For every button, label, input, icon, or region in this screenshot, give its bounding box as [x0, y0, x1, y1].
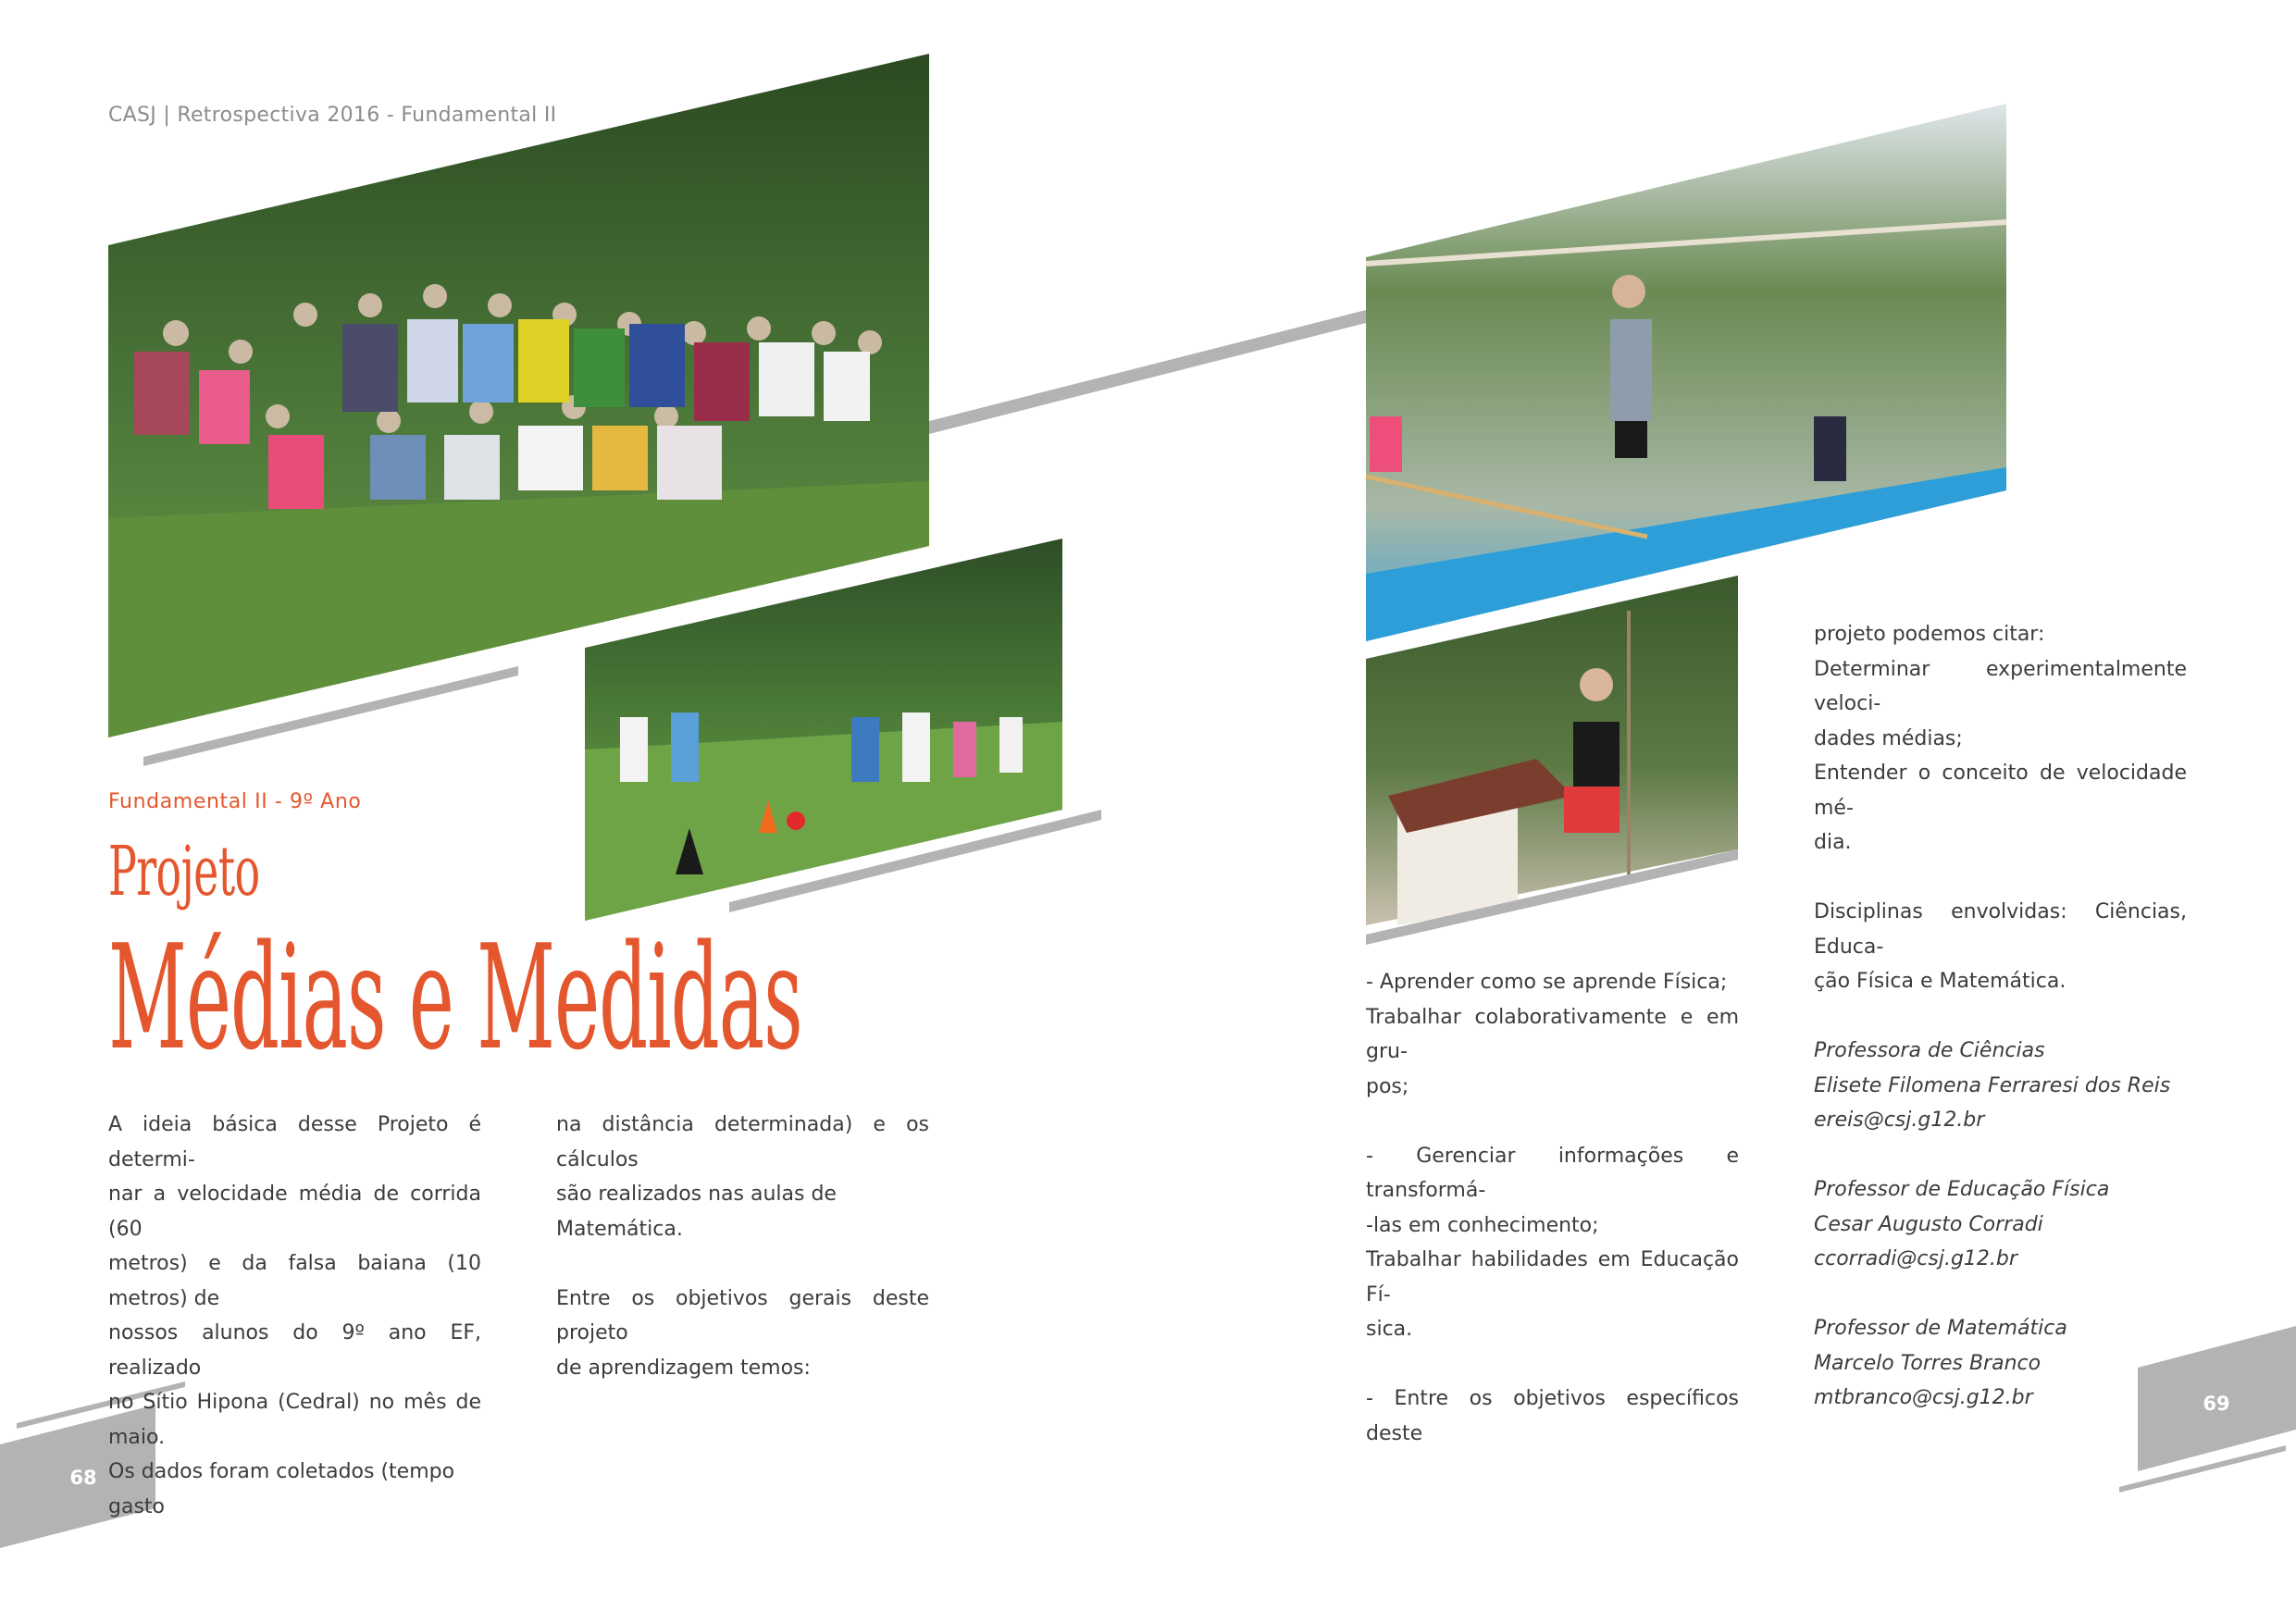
text-column-2	[556, 1108, 929, 1385]
text-line: Os dados foram coletados (tempo gasto	[108, 1460, 455, 1518]
text-line: A ideia básica desse Projeto é determi-	[108, 1113, 481, 1171]
title-line-1: Projeto	[108, 832, 260, 911]
page-number-right: 69	[2203, 1393, 2230, 1415]
text-line: dia.	[1814, 831, 1852, 854]
text-column-3	[1366, 965, 1739, 1451]
text-column-4	[1814, 617, 2187, 1416]
teacher-role: Professor de Educação Física	[1814, 1178, 2110, 1201]
teacher-name: Marcelo Torres Branco	[1814, 1351, 2042, 1375]
text-line: sica.	[1366, 1318, 1413, 1341]
text-line: dades médias;	[1814, 726, 1963, 750]
text-line: -las em conhecimento;	[1366, 1213, 1599, 1237]
text-line: Entender o conceito de velocidade mé-	[1814, 762, 2187, 820]
text-line: ção Física e Matemática.	[1814, 970, 2066, 993]
section-label: Fundamental II - 9º Ano	[108, 790, 362, 813]
teacher-email: ccorradi@csj.g12.br	[1814, 1247, 2017, 1270]
text-line: - Gerenciar informações e transformá-	[1366, 1144, 1739, 1202]
text-line: - Entre os objetivos específicos deste	[1366, 1387, 1739, 1445]
teacher-email: ereis@csj.g12.br	[1814, 1109, 1985, 1132]
title-line-2: Médias e Medidas	[108, 913, 802, 1082]
text-line: Determinar experimentalmente veloci-	[1814, 657, 2187, 715]
running-header: CASJ | Retrospectiva 2016 - Fundamental II	[108, 104, 557, 127]
teacher-role: Professora de Ciências	[1814, 1039, 2045, 1062]
page-number-left: 68	[69, 1467, 97, 1489]
teacher-role: Professor de Matemática	[1814, 1317, 2067, 1340]
teacher-email: mtbranco@csj.g12.br	[1814, 1386, 2033, 1409]
text-line: Entre os objetivos gerais deste projeto	[556, 1286, 929, 1344]
teacher-name: Elisete Filomena Ferraresi dos Reis	[1814, 1073, 2171, 1097]
text-line: são realizados nas aulas de Matemática.	[556, 1183, 837, 1241]
slackline-photo	[1366, 104, 2006, 641]
text-line: na distância determinada) e os cálculos	[556, 1113, 929, 1171]
text-line: nossos alunos do 9º ano EF, realizado	[108, 1321, 481, 1380]
text-line: Trabalhar colaborativamente e em gru-	[1366, 1005, 1739, 1063]
text-line: projeto podemos citar:	[1814, 623, 2045, 646]
text-column-1	[108, 1108, 481, 1524]
text-line: de aprendizagem temos:	[556, 1356, 811, 1380]
text-line: metros) e da falsa baiana (10 metros) de	[108, 1252, 481, 1310]
text-line: Trabalhar habilidades em Educação Fí-	[1366, 1248, 1739, 1307]
text-line: - Aprender como se aprende Física;	[1366, 971, 1728, 994]
teacher-name: Cesar Augusto Corradi	[1814, 1212, 2043, 1236]
text-line: pos;	[1366, 1074, 1409, 1098]
text-line: no Sítio Hipona (Cedral) no mês de maio.	[108, 1391, 481, 1449]
text-line: nar a velocidade média de corrida (60	[108, 1183, 481, 1241]
text-line: Disciplinas envolvidas: Ciências, Educa-	[1814, 900, 2187, 959]
